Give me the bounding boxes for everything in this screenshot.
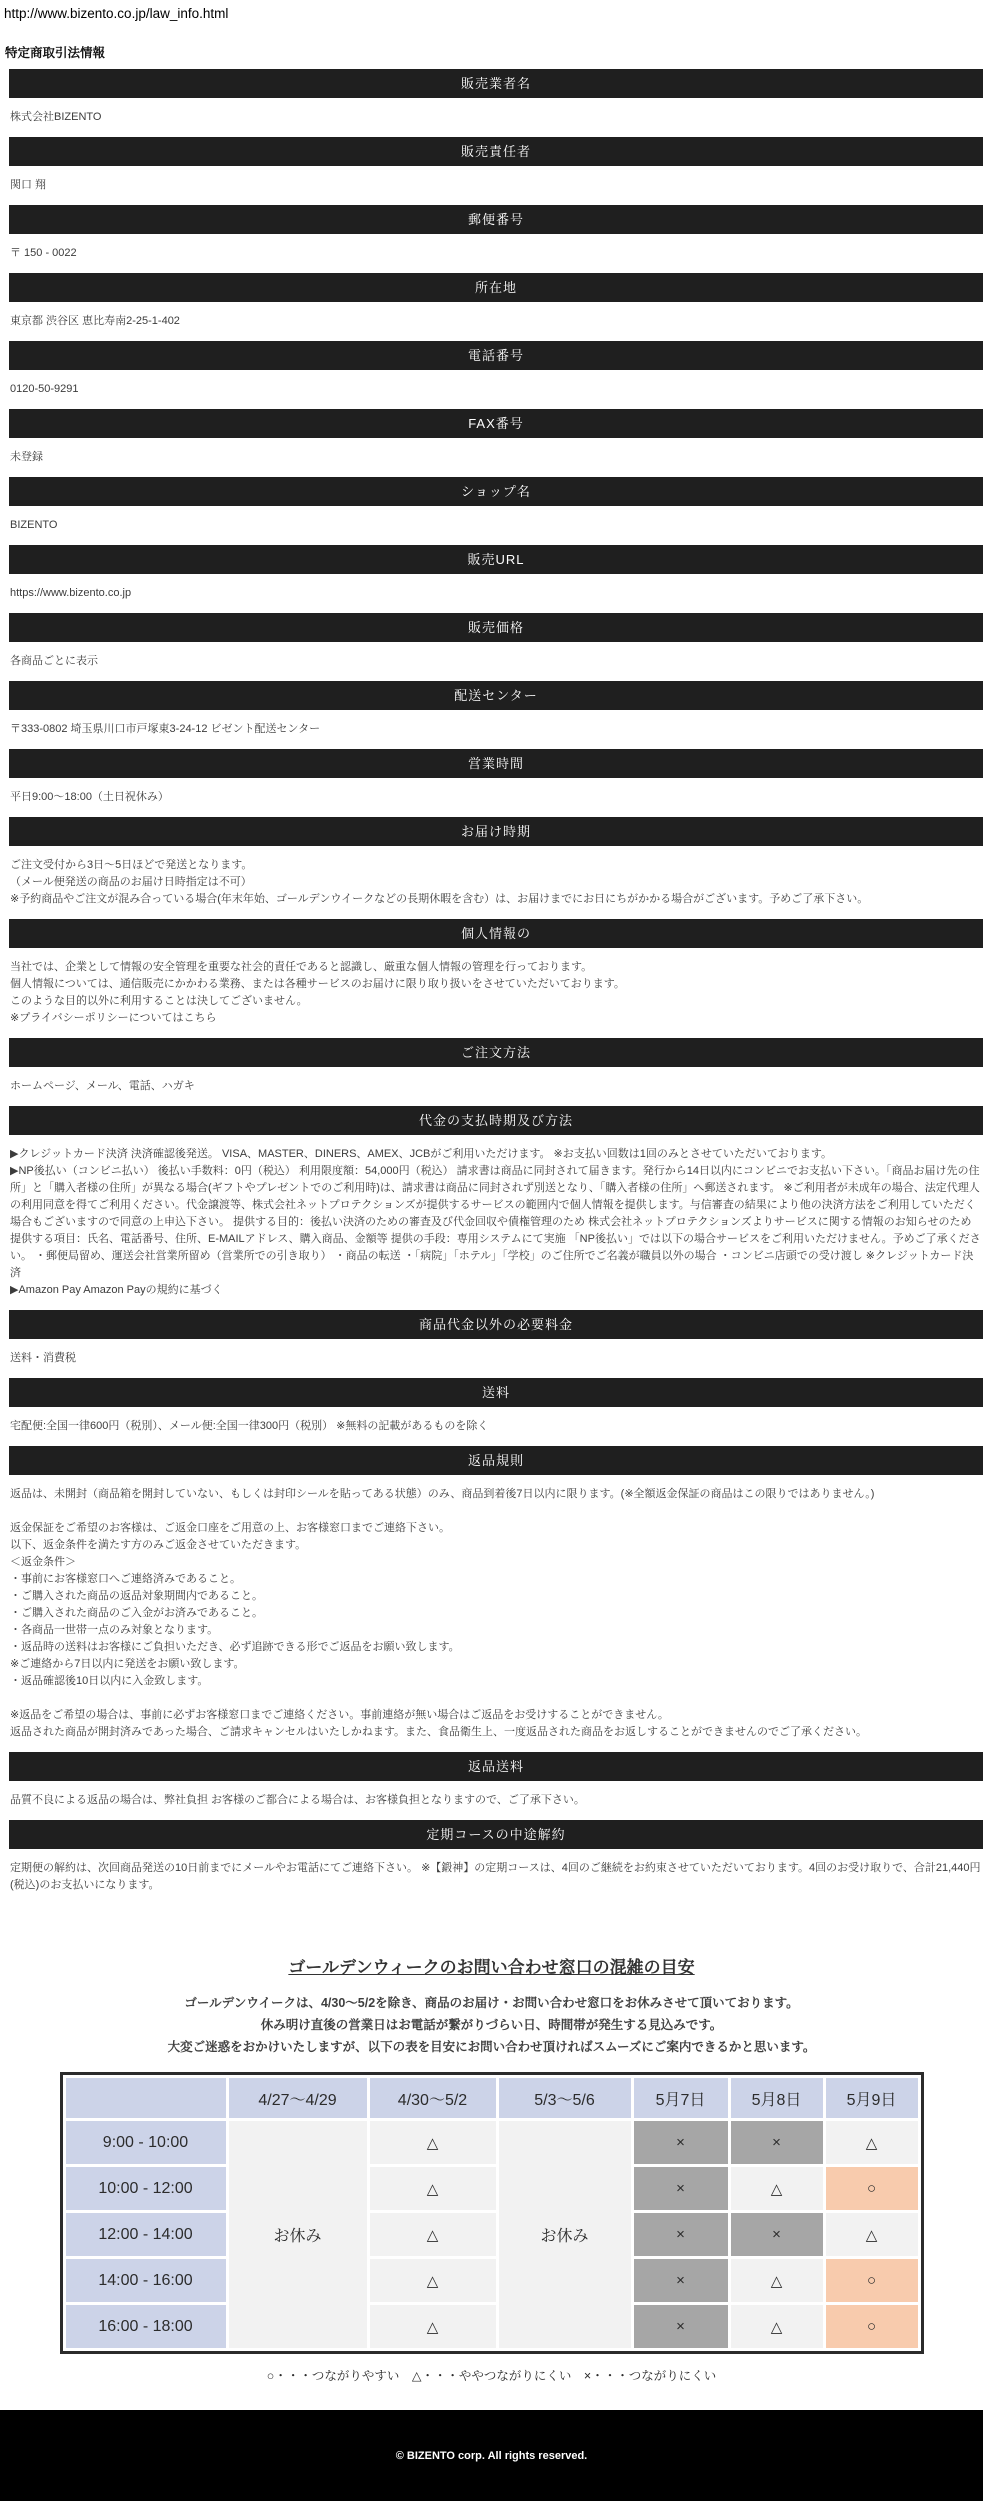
availability-cell: × [634,2213,728,2256]
column-header-cell: 5/3～5/6 [499,2078,631,2118]
section-text-line: ▶NP後払い（コンビニ払い） 後払い手数料：0円（税込） 利用限度額：54,000円（税込） 請求書は商品に同封されて届きます。発行から14日以内にコンビニでお支払い下さい。「商品お届け先の住所」と「購入者様の住所」が異なる場合(ギフトやプレゼントでのご利用時)は、請求書は商品に同封されず別送となり、「購入者様の住所」へ郵送されます。 ※ご利用者が未成年の場合、法定代理人の利用同意を得てご利用ください。代金譲渡等、株式会社ネットプロテクションズが提供するサービスの範囲内で個人情報を提供します。与信審査の結果により他の決済方法をご利用していただく場合もございますので同意の上申込下さい。 提供する目的：後払い決済のための審査及び代金回収や債権管理のため 株式会社ネットプロテクションズよりサービスに関する情報のお知らせのため 提供する項目：氏名、電話番号、住所、E-MAILアドレス、購入商品、金額等 提供の手段：専用システムにて実施 「NP後払い」では以下の場合サービスをご利用いただけません。予めご了承ください。 ・郵便局留め、運送会社営業所留め（営業所での引き取り） ・商品の転送 ・「病院」「ホテル」「学校」のご住所でご名義が職員以外の場合 ・コンビニ店頭での受け渡し ※クレジットカード決済 [10,1165,981,1279]
section-text-line: 返品された商品が開封済みであった場合、ご請求キャンセルはいたしかねます。また、食品衛生上、一度返品された商品をお返しすることができませんのでご了承ください。 [10,1726,868,1738]
page-url: http://www.bizento.co.jp/law_info.html [4,6,229,21]
golden-week-intro-line: 休み明け直後の営業日はお電話が繋がりづらい日、時間帯が発生する見込みです。 [260,2018,723,2032]
section-content [9,1407,983,1446]
section-content [9,98,983,137]
section-content [9,846,983,919]
column-header-cell: 5月8日 [731,2078,823,2118]
availability-cell: △ [731,2305,823,2348]
section-title-bar: 返品送料 [9,1752,983,1781]
section-content [9,948,983,1038]
section-text-line: ・ご購入された商品の返品対象期間内であること。 [10,1590,263,1602]
availability-cell: × [634,2259,728,2302]
availability-row [66,2259,918,2302]
section-title-bar: ご注文方法 [9,1038,983,1067]
section-text-line: このような目的以外に利用することは決してございません。 [10,995,308,1007]
time-slot-cell: 12:00 - 14:00 [66,2213,226,2256]
availability-cell: △ [370,2167,496,2210]
section-text-line: ・返品確認後10日以内に入金致します。 [10,1675,209,1687]
section-title-bar: 所在地 [9,273,983,302]
section-text-line: 送料・消費税 [10,1352,76,1364]
section-text-line: 0120-50-9291 [10,383,79,395]
section-content [9,1475,983,1752]
availability-cell: △ [826,2121,918,2164]
section-title-bar: 送料 [9,1378,983,1407]
page-title: 特定商取引法情報 [5,46,106,60]
privacy-policy-link[interactable]: ※プライバシーポリシーについてはこちら [10,1012,217,1024]
section-text-line: ＜返金条件＞ [10,1556,76,1568]
section-content [9,574,983,613]
section-content [9,1067,983,1106]
availability-row [66,2121,918,2164]
sections-container [9,69,983,1905]
corner-header-cell [66,2078,226,2118]
section-text-line: 以下、返金条件を満たす方のみご返金させていただきます。 [10,1539,307,1551]
section-text-line: 定期便の解約は、次回商品発送の10日前までにメールやお電話にてご連絡下さい。 ※【鍛神】の定期コースは、4回のご継続をお約束させていただいております。4回のお受け取りで、合計21,440円(税込)のお支払いになります。 [10,1862,981,1891]
section-text-line: ・ご購入された商品のご入金がお済みであること。 [10,1607,263,1619]
section-content [9,234,983,273]
section-text-line: ・各商品一世帯一点のみ対象となります。 [10,1624,219,1636]
section-title-bar: 販売価格 [9,613,983,642]
availability-row [66,2305,918,2348]
section-text-line: 当社では、企業として情報の安全管理を重要な社会的責任であると認識し、厳重な個人情報の管理を行っております。 [10,961,593,973]
availability-header-row [66,2078,918,2118]
section-text-line: ・事前にお客様窓口へご連絡済みであること。 [10,1573,241,1585]
column-header-cell: 5月7日 [634,2078,728,2118]
section-content [9,506,983,545]
section-content [9,1781,983,1820]
section-title-bar: 営業時間 [9,749,983,778]
availability-table [60,2072,924,2354]
section-title-bar: 電話番号 [9,341,983,370]
availability-cell: △ [370,2259,496,2302]
section-text-line [10,1503,983,1520]
section-content [9,302,983,341]
section-content [9,1339,983,1378]
time-slot-cell: 9:00 - 10:00 [66,2121,226,2164]
section-text-line: （メール便発送の商品のお届け日時指定は不可） [10,876,252,888]
section-text-line: ・返品時の送料はお客様にご負担いただき、必ず追跡できる形でご返品をお願い致します。 [10,1641,460,1653]
section-title-bar: 販売業者名 [9,69,983,98]
availability-cell: △ [731,2259,823,2302]
golden-week-intro-line: 大変ご迷惑をおかけいたしますが、以下の表を目安にお問い合わせ頂ければスムーズにご案内できるかと思います。 [167,2040,816,2054]
availability-cell: × [634,2167,728,2210]
section-text-line [10,1690,983,1707]
availability-cell: △ [826,2213,918,2256]
section-text-line: ※返品をご希望の場合は、事前に必ずお客様窓口までご連絡ください。事前連絡が無い場合はご返品をお受けすることができません。 [10,1709,669,1721]
section-text-line: 宅配便:全国一律600円（税別）、メール便:全国一律300円（税別） ※無料の記載があるものを除く [10,1420,489,1432]
section-text-line: 〒333-0802 埼玉県川口市戸塚東3-24-12 ビゼント配送センター [10,723,321,735]
availability-cell: △ [731,2167,823,2210]
golden-week-notice [32,1953,952,2384]
section-text-line: 個人情報については、通信販売にかかわる業務、または各種サービスのお届けに限り取り扱いをさせていただいております。 [10,978,625,990]
section-text-line: ※予約商品やご注文が混み合っている場合(年末年始、ゴールデンウイークなどの長期休暇を含む）は、お届けまでにお日にちがかかる場合がございます。予めご了承下さい。 [10,893,869,905]
section-content [9,438,983,477]
section-content [9,710,983,749]
page-footer [0,2410,983,2501]
availability-cell: × [634,2305,728,2348]
section-text-line: 関口 翔 [10,179,47,191]
availability-body [66,2121,918,2348]
availability-cell: △ [370,2121,496,2164]
availability-cell: × [731,2213,823,2256]
section-text-line: https://www.bizento.co.jp [10,587,132,599]
section-title-bar: 個人情報の [9,919,983,948]
availability-legend: ○・・・つながりやすい △・・・ややつながりにくい ×・・・つながりにくい [266,2369,717,2383]
section-title-bar: 販売責任者 [9,137,983,166]
section-text-line: 東京都 渋谷区 恵比寿南2-25-1-402 [10,315,180,327]
availability-row [66,2167,918,2210]
column-header-cell: 4/27～4/29 [229,2078,367,2118]
golden-week-intro-line: ゴールデンウイークは、4/30～5/2を除き、商品のお届け・お問い合わせ窓口をお休みさせて頂いております。 [184,1996,799,2010]
section-text-line: 株式会社BIZENTO [10,111,102,123]
availability-cell: △ [370,2305,496,2348]
section-title-bar: 販売URL [9,545,983,574]
section-text-line: 〒 150 - 0022 [10,247,77,259]
time-slot-cell: 14:00 - 16:00 [66,2259,226,2302]
section-text-line: 未登録 [10,451,43,463]
availability-cell: ○ [826,2305,918,2348]
availability-cell: ○ [826,2167,918,2210]
section-content [9,1849,983,1905]
section-title-bar: FAX番号 [9,409,983,438]
availability-cell: ○ [826,2259,918,2302]
section-text-line: BIZENTO [10,519,58,531]
holiday-cell: お休み [229,2121,367,2348]
golden-week-title: ゴールデンウィークのお問い合わせ窓口の混雑の目安 [288,1958,695,1977]
section-text-line: ※ご連絡から7日以内に発送をお願い致します。 [10,1658,245,1670]
section-title-bar: ショップ名 [9,477,983,506]
section-title-bar: 代金の支払時期及び方法 [9,1106,983,1135]
availability-cell: × [731,2121,823,2164]
availability-cell: △ [370,2213,496,2256]
holiday-cell: お休み [499,2121,631,2348]
time-slot-cell: 10:00 - 12:00 [66,2167,226,2210]
section-title-bar: 定期コースの中途解約 [9,1820,983,1849]
section-text-line: ▶Amazon Pay Amazon Payの規約に基づく [10,1284,223,1296]
section-title-bar: 郵便番号 [9,205,983,234]
section-text-line: ホームページ、メール、電話、ハガキ [10,1080,195,1092]
section-content [9,1135,983,1310]
section-text-line: 返金保証をご希望のお客様は、ご返金口座をご用意の上、お客様窓口までご連絡下さい。 [10,1522,450,1534]
copyright: © BIZENTO corp. All rights reserved. [395,2449,588,2462]
column-header-cell: 4/30～5/2 [370,2078,496,2118]
section-title-bar: 商品代金以外の必要料金 [9,1310,983,1339]
section-text-line: 返品は、未開封（商品箱を開封していない、もしくは封印シールを貼ってある状態）のみ、商品到着後7日以内に限ります。(※全額返金保証の商品はこの限りではありません。) [10,1488,875,1500]
section-text-line: 平日9:00～18:00（土日祝休み） [10,791,169,803]
section-text-line: ご注文受付から3日～5日ほどで発送となります。 [10,859,253,871]
availability-cell: × [634,2121,728,2164]
column-header-cell: 5月9日 [826,2078,918,2118]
section-text-line: 品質不良による返品の場合は、弊社負担 お客様のご都合による場合は、お客様負担となりますので、ご了承下さい。 [10,1794,585,1806]
section-title-bar: お届け時期 [9,817,983,846]
section-text-line: 各商品ごとに表示 [10,655,98,667]
section-content [9,166,983,205]
section-content [9,778,983,817]
availability-row [66,2213,918,2256]
section-text-line: ▶クレジットカード決済 決済確認後発送。 VISA、MASTER、DINERS、AMEX、JCBがご利用いただけます。 ※お支払い回数は1回のみとさせていただいております。 [10,1148,833,1160]
section-content [9,642,983,681]
section-content [9,370,983,409]
section-title-bar: 返品規則 [9,1446,983,1475]
golden-week-intro [32,1992,952,2058]
time-slot-cell: 16:00 - 18:00 [66,2305,226,2348]
section-title-bar: 配送センター [9,681,983,710]
